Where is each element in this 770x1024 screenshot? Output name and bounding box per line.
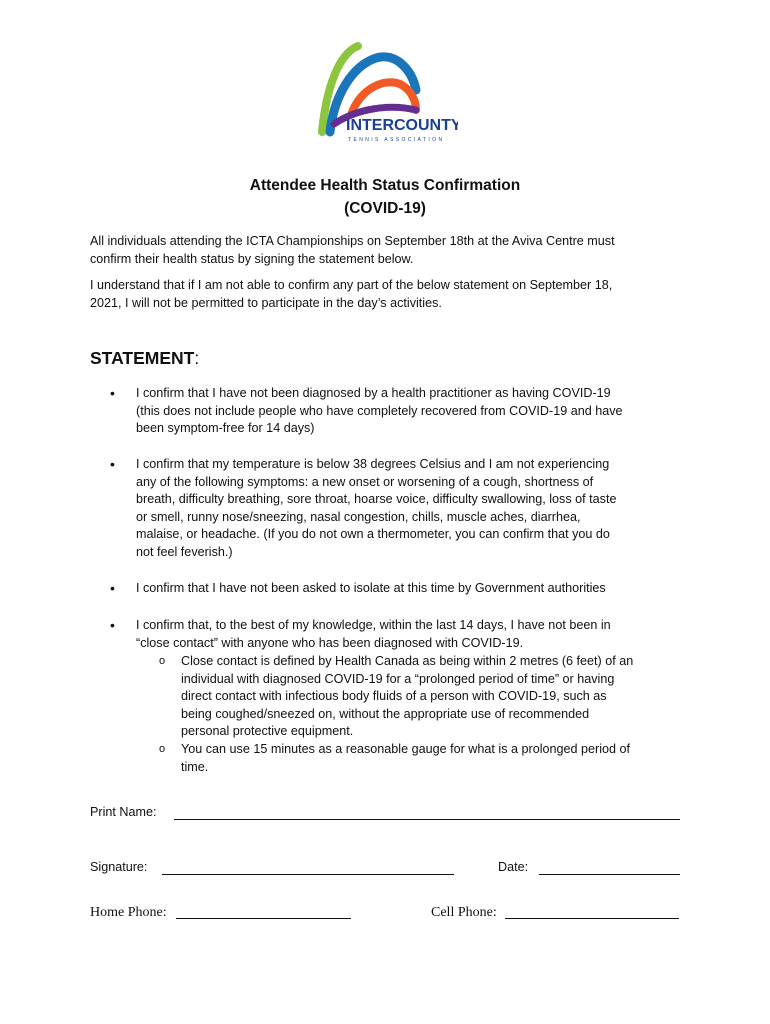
statement-line: individual with diagnosed COVID-19 for a “prolonged period of time” or having	[181, 671, 615, 686]
statement-line: I confirm that I have not been asked to isolate at this time by Government authorities	[136, 581, 606, 595]
sub-bullet-icon: o	[159, 743, 166, 755]
statement-item-1	[136, 385, 684, 438]
statement-line: (this does not include people who have completely recovered from COVID-19 and have	[136, 403, 623, 418]
statement-heading-text: STATEMENT	[90, 348, 195, 368]
statement-line: You can use 15 minutes as a reasonable gauge for what is a prolonged period of	[181, 742, 631, 756]
intro-line: confirm their health status by signing the statement below.	[90, 251, 414, 266]
statement-item-3	[136, 580, 684, 598]
statement-line: being coughed/sneezed on, without the appropriate use of recommended	[181, 706, 590, 721]
bullet-icon: •	[110, 580, 115, 596]
home-phone-field[interactable]	[176, 918, 351, 919]
intro-paragraph-2	[90, 277, 690, 312]
intro-line: 2021, I will not be permitted to participate in the day’s activities.	[90, 295, 442, 310]
statement-heading-colon: :	[194, 348, 200, 368]
signature-field[interactable]	[162, 874, 454, 875]
bullet-icon: •	[110, 385, 115, 401]
date-label: Date:	[498, 860, 529, 874]
bullet-icon: •	[110, 456, 115, 472]
home-phone-label: Home Phone:	[90, 905, 167, 920]
print-name-label: Print Name:	[90, 805, 157, 819]
cell-phone-field[interactable]	[505, 918, 679, 919]
statement-line: breath, difficulty breathing, sore throat, hoarse voice, difficulty swallowing, loss of taste	[136, 492, 617, 506]
logo-name: INTERCOUNTY	[346, 117, 458, 134]
statement-line: “close contact” with anyone who has been diagnosed with COVID-19.	[136, 635, 524, 650]
statement-line: not feel feverish.)	[136, 544, 233, 559]
statement-line: been symptom-free for 14 days)	[136, 421, 315, 435]
page-title: Attendee Health Status Confirmation	[249, 177, 521, 194]
intro-line: All individuals attending the ICTA Championships on September 18th at the Aviva Centre must	[90, 234, 615, 248]
logo-tagline: TENNIS ASSOCIATION	[348, 137, 445, 143]
bullet-icon: •	[110, 617, 115, 633]
cell-phone-label: Cell Phone:	[431, 905, 497, 920]
statement-line: or smell, runny nose/sneezing, nasal congestion, chills, muscle aches, diarrhea,	[136, 509, 581, 524]
statement-line: time.	[181, 759, 209, 774]
statement-item-2	[136, 456, 684, 561]
statement-subitem-1	[181, 653, 686, 741]
print-name-field[interactable]	[174, 819, 680, 820]
statement-line: Close contact is defined by Health Canada as being within 2 metres (6 feet) of an	[181, 654, 634, 668]
statement-subitem-2	[181, 741, 686, 776]
intercounty-logo-graphic	[312, 40, 458, 144]
page-subtitle: (COVID-19)	[344, 200, 426, 217]
statement-heading	[90, 348, 199, 369]
signature-label: Signature:	[90, 860, 148, 874]
statement-line: personal protective equipment.	[181, 724, 354, 738]
statement-line: I confirm that, to the best of my knowledge, within the last 14 days, I have not been in	[136, 618, 611, 632]
intro-paragraph-1	[90, 233, 690, 268]
statement-line: any of the following symptoms: a new onset or worsening of a cough, shortness of	[136, 474, 594, 489]
date-field[interactable]	[539, 874, 680, 875]
statement-line: I confirm that I have not been diagnosed by a health practitioner as having COVID-19	[136, 386, 611, 400]
statement-item-4	[136, 617, 684, 652]
sub-bullet-icon: o	[159, 655, 166, 667]
intro-line: I understand that if I am not able to confirm any part of the below statement on September 18,	[90, 278, 613, 292]
intercounty-logo	[312, 40, 458, 144]
statement-line: malaise, or headache. (If you do not own a thermometer, you can confirm that you do	[136, 527, 610, 541]
statement-line: I confirm that my temperature is below 38 degrees Celsius and I am not experiencing	[136, 457, 610, 471]
statement-line: direct contact with infectious body fluids of a person with COVID-19, such as	[181, 689, 607, 703]
